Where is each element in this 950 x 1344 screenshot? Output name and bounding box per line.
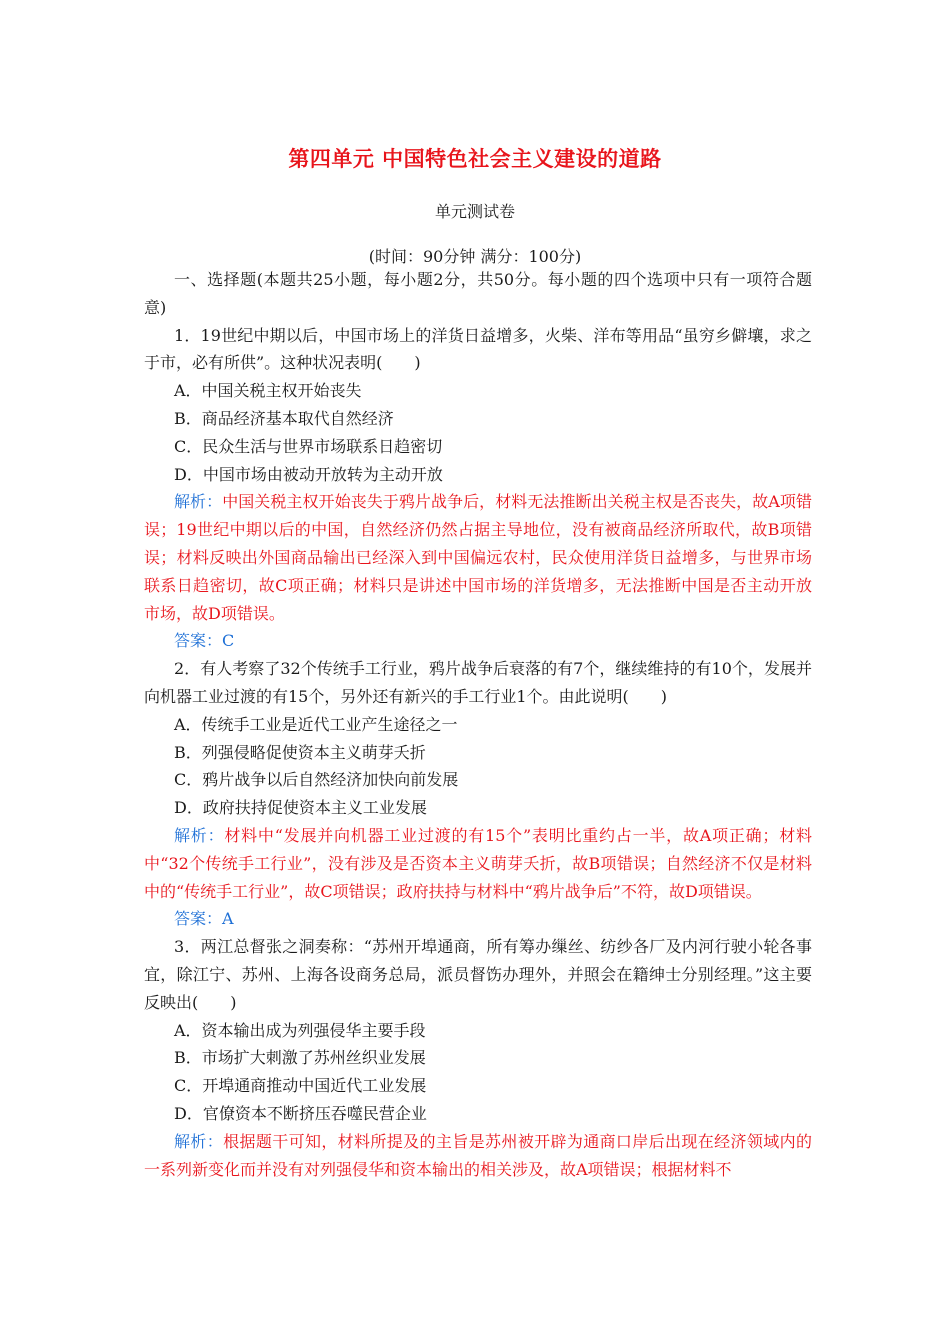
analysis <box>144 488 812 627</box>
analysis-label: 解析： <box>174 825 225 845</box>
option-b: B．列强侵略促使资本主义萌芽夭折 <box>174 742 426 762</box>
analysis <box>144 822 812 905</box>
option-d: D．中国市场由被动开放转为主动开放 <box>174 464 443 484</box>
time-info: (时间：90分钟 满分：100分) <box>368 247 582 266</box>
option-a: A．资本输出成为列强侵华主要手段 <box>174 1020 426 1040</box>
section-header: 一、选择题(本题共25小题，每小题2分，共50分。每小题的四个选项中只有一项符合题意) <box>144 270 812 317</box>
analysis-label: 解析： <box>174 1131 224 1151</box>
question-3 <box>144 933 812 1183</box>
question-1 <box>144 322 812 656</box>
page-subtitle: 单元测试卷 <box>434 202 515 221</box>
question-stem: 1．19世纪中期以后，中国市场上的洋货日益增多，火柴、洋布等用品“虽穷乡僻壤，求之于市，必有所供”。这种状况表明( ) <box>144 325 812 373</box>
option-d: D．政府扶持促使资本主义工业发展 <box>174 798 427 818</box>
analysis <box>144 1128 812 1184</box>
question-stem: 3．两江总督张之洞奏称：“苏州开埠通商，所有筹办缫丝、纺纱各厂及内河行驶小轮各事宜，除江宁、苏州、上海各设商务总局，派员督饬办理外，并照会在籍绅士分别经理。”这主要反映出( ) <box>144 937 812 1012</box>
option-c: C．开埠通商推动中国近代工业发展 <box>174 1076 427 1096</box>
analysis-text: 中国关税主权开始丧失于鸦片战争后，材料无法推断出关税主权是否丧失，故A项错误；19世纪中期以后的中国，自然经济仍然占据主导地位，没有被商品经济所取代，故B项错误；材料反映出外国商品输出已经深入到中国偏远农村，民众使用洋货日益增多，与世界市场联系日趋密切，故C项正确；材料只是讲述中国市场的洋货增多，无法推断中国是否主动开放市场，故D项错误。 <box>144 492 812 623</box>
analysis-label: 解析： <box>174 492 223 512</box>
option-c: C．民众生活与世界市场联系日趋密切 <box>174 436 443 456</box>
option-c: C．鸦片战争以后自然经济加快向前发展 <box>174 770 459 790</box>
question-2 <box>144 655 812 933</box>
option-b: B．市场扩大刺激了苏州丝织业发展 <box>174 1048 426 1068</box>
option-a: A．中国关税主权开始丧失 <box>174 381 362 401</box>
analysis-text: 材料中“发展并向机器工业过渡的有15个”表明比重约占一半，故A项正确；材料中“32个传统手工行业”，没有涉及是否资本主义萌芽夭折，故B项错误；自然经济不仅是材料中的“传统手工行业”，故C项错误；政府扶持与材料中“鸦片战争后”不符，故D项错误。 <box>144 825 812 901</box>
analysis-text: 根据题干可知，材料所提及的主旨是苏州被开辟为通商口岸后出现在经济领域内的一系列新变化而并没有对列强侵华和资本输出的相关涉及，故A项错误；根据材料不 <box>144 1131 812 1179</box>
question-stem: 2．有人考察了32个传统手工行业，鸦片战争后衰落的有7个，继续维持的有10个，发展并向机器工业过渡的有15个，另外还有新兴的手工行业1个。由此说明( ) <box>144 659 812 706</box>
page-title: 第四单元 中国特色社会主义建设的道路 <box>288 146 662 171</box>
document-body <box>144 266 812 1183</box>
answer: 答案：A <box>174 909 234 929</box>
option-d: D．官僚资本不断挤压吞噬民营企业 <box>174 1103 427 1123</box>
option-b: B．商品经济基本取代自然经济 <box>174 408 394 428</box>
answer: 答案：C <box>174 631 235 651</box>
option-a: A．传统手工业是近代工业产生途径之一 <box>174 714 458 734</box>
